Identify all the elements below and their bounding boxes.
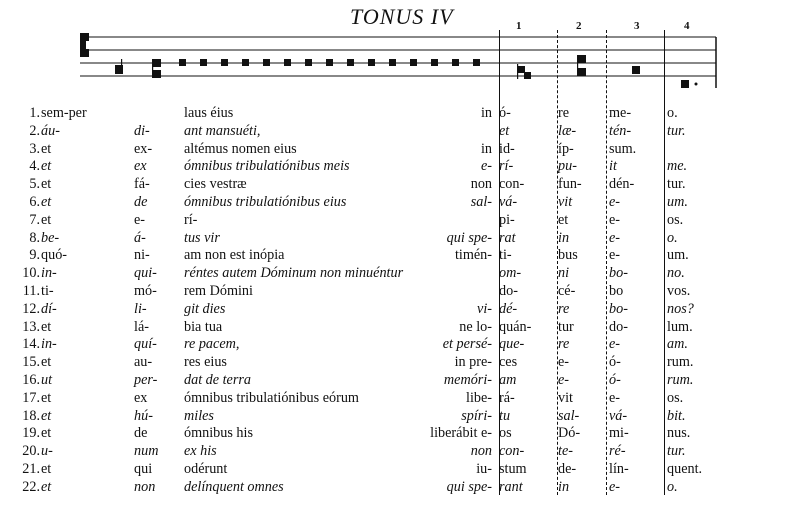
verse-row (0, 176, 786, 193)
cadence-syllable-3: ó- (609, 372, 621, 388)
verse-number: 16. (22, 372, 40, 388)
verse-text: git dies (184, 300, 226, 317)
column-number-2: 2 (576, 20, 582, 32)
verse-row (0, 319, 786, 336)
syllable-a: dí- (41, 300, 57, 317)
cadence-syllable-2: in (558, 229, 570, 246)
cadence-syllable-4: quent. (667, 461, 703, 477)
syllable-a: in- (41, 265, 57, 282)
syllable-a: et (41, 478, 52, 495)
cadence-syllable-3: tén- (609, 122, 632, 139)
cadence-syllable-1: quán- (499, 318, 532, 335)
pre-cadence-text: iu- (476, 461, 492, 477)
cadence-syllable-2: læ- (558, 122, 577, 139)
verse-number: 12. (22, 300, 40, 317)
verse-text: odérunt (184, 461, 228, 477)
cadence-syllable-3: e- (609, 336, 621, 353)
verse-number: 22. (22, 478, 40, 495)
verse-text: am non est inópia (184, 247, 285, 264)
cadence-syllable-3: e- (609, 229, 621, 246)
cadence-syllable-4: nus. (667, 425, 691, 442)
cadence-syllable-3: vá- (609, 407, 628, 424)
verse-text: delínquent omnes (184, 478, 284, 495)
pre-cadence-text: non (470, 443, 492, 460)
column-number-1: 1 (516, 20, 522, 32)
cadence-syllable-1: vá- (499, 194, 518, 210)
cadence-syllable-4: vos. (667, 283, 691, 299)
syllable-b: mó- (134, 283, 157, 299)
verse-number: 6. (29, 194, 40, 210)
cadence-syllable-3: ré- (609, 443, 626, 460)
verse-text: ómnibus tribulatiónibus eius (184, 194, 347, 210)
cadence-syllable-2: vit (558, 389, 573, 406)
verse-row (0, 425, 786, 442)
cadence-syllable-2: íp- (558, 140, 574, 157)
cadence-syllable-4: tur. (667, 122, 686, 139)
c-clef-icon (80, 33, 89, 57)
verse-text: rem Dómini (184, 283, 253, 299)
verse-text: laus éius (184, 105, 234, 121)
cadence-syllable-2: in (558, 478, 570, 495)
syllable-b: e- (134, 211, 146, 228)
syllable-a: be- (41, 229, 60, 246)
pre-cadence-text: in (480, 105, 492, 121)
verse-row (0, 123, 786, 140)
cadence-syllable-3: e- (609, 389, 621, 406)
cadence-syllable-4: um. (667, 194, 688, 210)
cadence-syllable-2: sal- (558, 407, 580, 424)
syllable-a: et (41, 354, 52, 371)
syllable-b: num (134, 443, 159, 460)
cadence-syllable-1: ó- (499, 105, 511, 121)
syllable-b: de (134, 425, 148, 442)
verse-text: tus vir (184, 229, 220, 246)
verse-number: 3. (29, 140, 40, 157)
cadence-syllable-1: et (499, 122, 510, 139)
cadence-syllable-1: rat (499, 229, 516, 246)
cadence-syllable-4: os. (667, 211, 684, 228)
syllable-a: et (41, 407, 52, 424)
cadence-syllable-1: om- (499, 265, 522, 282)
syllable-b: non (134, 478, 156, 495)
cadence-syllable-4: rum. (667, 372, 694, 388)
cadence-syllable-2: de- (558, 461, 577, 477)
verse-number: 17. (22, 389, 40, 406)
cadence-syllable-2: tur (558, 318, 574, 335)
cadence-syllable-1: pi- (499, 211, 515, 228)
syllable-a: ti- (41, 283, 54, 299)
cadence-syllable-4: no. (667, 265, 685, 282)
verse-row (0, 265, 786, 282)
cadence-syllable-2: re (558, 336, 570, 353)
cadence-syllable-1: rí- (499, 158, 514, 175)
column-number-4: 4 (684, 20, 690, 32)
cadence-syllable-1: que- (499, 336, 525, 353)
pre-cadence-text: qui spe- (446, 229, 492, 246)
syllable-a: sem-per (41, 105, 87, 121)
verse-number: 7. (29, 211, 40, 228)
cadence-syllable-3: ó- (609, 354, 621, 371)
syllable-b: li- (134, 300, 147, 317)
cadence-syllable-3: e- (609, 211, 621, 228)
syllable-b: di- (134, 122, 150, 139)
verse-number: 15. (22, 354, 40, 371)
cadence-syllable-2: re (558, 105, 570, 121)
syllable-b: au- (134, 354, 153, 371)
neume-group-1 (115, 59, 161, 78)
verse-row (0, 247, 786, 264)
cadence-syllable-4: tur. (667, 443, 686, 460)
verse-row (0, 461, 786, 478)
syllable-a: ut (41, 372, 53, 388)
cadence-syllable-3: e- (609, 247, 621, 264)
cadence-syllable-2: et (558, 211, 569, 228)
cadence-syllable-4: o. (667, 478, 678, 495)
verse-row (0, 230, 786, 247)
pre-cadence-text: liberábit e- (430, 425, 492, 442)
cadence-syllable-4: rum. (667, 354, 694, 371)
verse-text: ex his (184, 443, 217, 460)
verse-row (0, 479, 786, 496)
verse-row (0, 354, 786, 371)
cadence-syllable-3: mi- (609, 425, 629, 442)
syllable-b: ex- (134, 140, 153, 157)
syllable-b: per- (134, 372, 158, 388)
verse-number: 1. (29, 105, 40, 121)
cadence-syllable-3: sum. (609, 140, 637, 157)
verse-text: miles (184, 407, 214, 424)
verse-row (0, 336, 786, 353)
cadence-syllable-4: o. (667, 229, 678, 246)
verse-row (0, 141, 786, 158)
syllable-b: lá- (134, 318, 149, 335)
cadence-syllable-2: fun- (558, 176, 582, 193)
verse-text: ómnibus tribulatiónibus meis (184, 158, 350, 175)
cadence-syllable-4: tur. (667, 176, 686, 193)
cadence-syllable-1: dé- (499, 300, 518, 317)
cadence-syllable-2: te- (558, 443, 573, 460)
verse-number: 18. (22, 407, 40, 424)
syllable-a: et (41, 176, 52, 193)
verse-text: réntes autem Dóminum non minuéntur (184, 265, 404, 282)
cadence-syllable-2: ni (558, 265, 570, 282)
syllable-b: qui (134, 461, 153, 477)
syllable-a: et (41, 140, 52, 157)
cadence-syllable-3: me- (609, 105, 632, 121)
cadence-syllable-4: lum. (667, 318, 693, 335)
cadence-syllable-2: e- (558, 354, 570, 371)
pre-cadence-text: sal- (470, 194, 492, 210)
verse-row (0, 408, 786, 425)
cadence-syllable-4: nos? (667, 300, 694, 317)
music-staff (0, 0, 786, 100)
verse-number: 20. (22, 443, 40, 460)
cadence-syllable-3: bo (609, 283, 624, 299)
cadence-syllable-3: bo- (609, 265, 628, 282)
syllable-b: ni- (134, 247, 150, 264)
verse-text: cies vestræ (184, 176, 247, 193)
pre-cadence-text: timén- (454, 247, 492, 264)
verse-row (0, 212, 786, 229)
verse-text: ómnibus tribulatiónibus eórum (184, 389, 359, 406)
pre-cadence-text: libe- (466, 389, 492, 406)
verse-number: 9. (29, 247, 40, 264)
cadence-syllable-2: e- (558, 372, 570, 388)
syllable-a: et (41, 461, 52, 477)
verse-text: re pacem, (184, 336, 240, 353)
verse-text: ómnibus his (184, 425, 253, 442)
cadence-syllable-3: bo- (609, 300, 628, 317)
cadence-syllable-1: con- (499, 443, 525, 460)
column-number-3: 3 (634, 20, 640, 32)
cadence-syllable-2: Dó- (558, 425, 581, 442)
cadence-syllable-2: pu- (558, 158, 577, 175)
pre-cadence-text: in (480, 140, 492, 157)
verse-row (0, 301, 786, 318)
cadence-syllable-4: o. (667, 105, 678, 121)
syllable-b: fá- (134, 176, 150, 193)
cadence-syllable-1: rá- (499, 389, 515, 406)
cadence-syllable-4: os. (667, 389, 684, 406)
cadence-syllable-4: um. (667, 247, 689, 264)
cadence-syllable-1: os (499, 425, 512, 442)
syllable-b: ex (134, 389, 148, 406)
cadence-syllable-1: do- (499, 283, 518, 299)
syllable-b: ex (134, 158, 147, 175)
syllable-a: in- (41, 336, 57, 353)
cadence-syllable-3: e- (609, 194, 621, 210)
verse-text: rí- (184, 211, 198, 228)
pre-cadence-text: in pre- (454, 354, 492, 371)
verse-text: res eius (184, 354, 227, 371)
cadence-syllable-1: ti- (499, 247, 512, 264)
syllable-a: et (41, 194, 52, 210)
verse-row (0, 283, 786, 300)
cadence-syllable-3: dén- (609, 176, 635, 193)
verse-number: 10. (22, 265, 40, 282)
verse-row (0, 194, 786, 211)
cadence-syllable-1: ces (499, 354, 518, 371)
verse-text: bia tua (184, 318, 223, 335)
cadence-syllable-3: lín- (609, 461, 629, 477)
cadence-syllable-2: bus (558, 247, 578, 264)
cadence-syllable-4: bit. (667, 407, 686, 424)
verse-row (0, 443, 786, 460)
cadence-syllable-1: rant (499, 478, 523, 495)
cadence-syllable-1: con- (499, 176, 525, 193)
verse-number: 5. (29, 176, 40, 193)
verse-number: 2. (29, 122, 40, 139)
cadence-notes (517, 55, 698, 88)
pre-cadence-text: non (470, 176, 492, 193)
pre-cadence-text: qui spe- (446, 478, 492, 495)
syllable-a: et (41, 318, 52, 335)
pre-cadence-text: vi- (477, 300, 492, 317)
verse-number: 19. (22, 425, 40, 442)
pre-cadence-text: memóri- (443, 372, 492, 388)
cadence-syllable-2: cé- (558, 283, 576, 299)
syllable-a: et (41, 425, 52, 442)
pre-cadence-text: spíri- (461, 407, 492, 424)
verse-row (0, 372, 786, 389)
pre-cadence-text: ne lo- (459, 318, 492, 335)
cadence-syllable-2: re (558, 300, 570, 317)
cadence-syllable-2: vit (558, 194, 573, 210)
syllable-a: u- (41, 443, 53, 460)
syllable-b: de (134, 194, 148, 210)
cadence-syllable-3: e- (609, 478, 621, 495)
syllable-a: et (41, 211, 52, 228)
pre-cadence-text: e- (480, 158, 492, 175)
page-title: TONUS IV (350, 4, 454, 29)
verse-number: 11. (22, 283, 40, 299)
verse-row (0, 158, 786, 175)
syllable-a: et (41, 158, 52, 175)
syllable-b: qui- (134, 265, 157, 282)
cadence-syllable-3: do- (609, 318, 628, 335)
syllable-a: et (41, 389, 52, 406)
syllable-a: quó- (41, 247, 68, 264)
cadence-syllable-1: tu (499, 407, 511, 424)
cadence-syllable-4: am. (667, 336, 688, 353)
reciting-tone-notes (179, 59, 480, 66)
verse-text: dat de terra (184, 372, 251, 388)
verse-number: 14. (22, 336, 40, 353)
syllable-b: hú- (134, 407, 153, 424)
syllable-b: quí- (134, 336, 157, 353)
pre-cadence-text: et persé- (442, 336, 492, 353)
verse-number: 21. (22, 461, 40, 477)
syllable-a: áu- (41, 122, 60, 139)
cadence-syllable-1: id- (499, 140, 515, 157)
verse-number: 13. (22, 318, 40, 335)
verse-row (0, 105, 786, 122)
cadence-syllable-4: me. (667, 158, 688, 175)
verse-number: 8. (29, 229, 40, 246)
verse-text: ant mansuéti, (184, 122, 261, 139)
cadence-syllable-1: stum (499, 461, 527, 477)
verse-row (0, 390, 786, 407)
syllable-b: á- (134, 229, 146, 246)
cadence-syllable-3: it (609, 158, 617, 175)
cadence-syllable-1: am (499, 372, 517, 388)
verse-text: altémus nomen eius (184, 140, 297, 157)
verse-number: 4. (29, 158, 40, 175)
